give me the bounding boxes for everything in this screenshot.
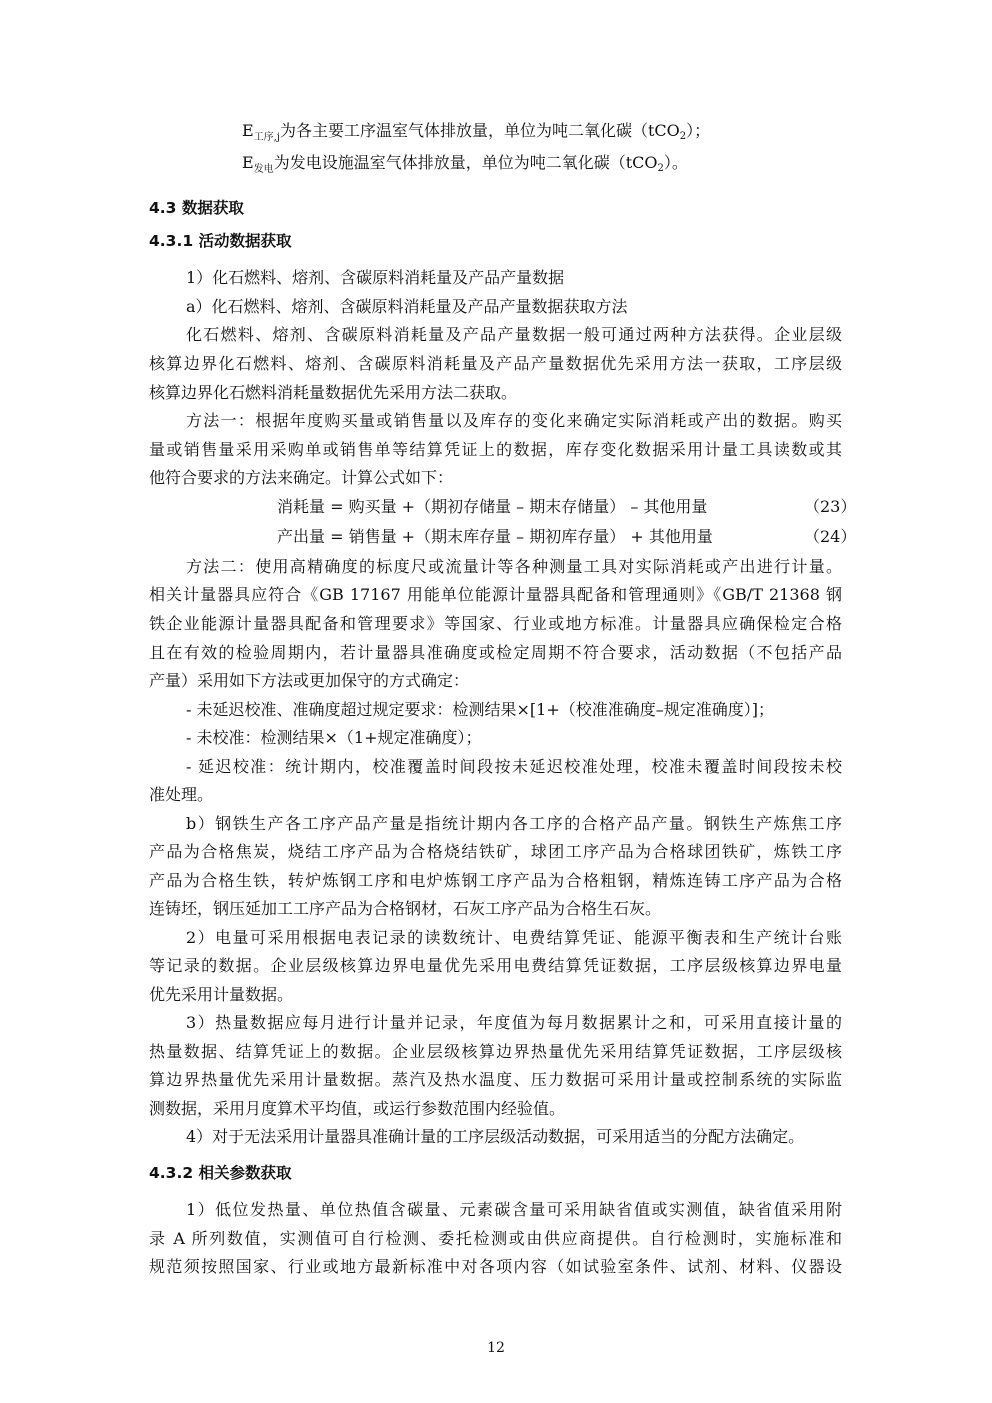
equation-number-23: （23） [804,497,857,516]
paragraph-2-line: 优先采用计量数据。 [149,985,294,1004]
method2-line: 方法二：使用高精确度的标度尺或流量计等各种测量工具对实际消耗或产出进行计量。 [186,557,842,576]
paragraph-1b-line: 产品为合格生铁，转炉炼钢工序和电炉炼钢工序产品为合格粗钢，精炼连铸工序产品为合格 [149,871,842,890]
paragraph-4: 4）对于无法采用计量器具准确计量的工序层级活动数据，可采用适当的分配方法确定。 [186,1127,805,1146]
paragraph-3-line: 测数据，采用月度算术平均值，或运行参数范围内经验值。 [149,1099,566,1118]
paragraph-2-line: 2）电量可采用根据电表记录的读数统计、电费结算凭证、能源平衡表和生产统计台账 [186,928,842,947]
bullet-item: - 延迟校准：统计期内，校准覆盖时间段按未延迟校准处理，校准未覆盖时间段按未校 [186,757,842,776]
bullet-item: - 未校准：检测结果×（1+规定准确度）； [186,728,482,747]
section-heading-4-3-2: 4.3.2 相关参数获取 [149,1164,292,1182]
paragraph-1b-line: 连铸坯，钢压延加工工序产品为合格钢材，石灰工序产品为合格生石灰。 [149,899,662,918]
paragraph-3-line: 3）热量数据应每月进行计量并记录，年度值为每月数据累计之和，可采用直接计量的 [186,1013,842,1032]
definition-e-process: $E_{工序,j}$为各主要工序温室气体排放量，单位为吨二氧化碳（tCO2）； [242,121,711,143]
page-number: 12 [487,1340,505,1356]
method2-line: 且在有效的检验周期内，若计量器具准确度或检定周期不符合要求，活动数据（不包括产品 [149,643,842,662]
bullet-item: 准处理。 [149,785,214,804]
paragraph-1b-line: 产品为合格焦炭，烧结工序产品为合格烧结铁矿，球团工序产品为合格球团铁矿，炼铁工序 [149,842,842,861]
param-paragraph-line: 规范须按照国家、行业或地方最新标准中对各项内容（如试验室条件、试剂、材料、仪器设 [149,1257,842,1276]
section-heading-4-3-1: 4.3.1 活动数据获取 [149,232,292,250]
bullet-item: - 未延迟校准、准确度超过规定要求：检测结果×[1+（校准准确度–规定准确度）]； [186,700,774,719]
intro-line: 核算边界化石燃料、熔剂、含碳原料消耗量及产品产量数据优先采用方法一获取，工序层级 [149,354,842,373]
method1-line: 量或销售量采用采购单或销售单等结算凭证上的数据，库存变化数据采用计量工具读数或其 [149,440,842,459]
paragraph-1a-title: a）化石燃料、熔剂、含碳原料消耗量及产品产量数据获取方法 [186,297,628,316]
method2-line: 相关计量器具应符合《GB 17167 用能单位能源计量器具配备和管理通则》《GB/T 21368 钢 [149,585,842,604]
section-heading-4-3: 4.3 数据获取 [149,199,244,217]
formula-24: 产出量 = 销售量 +（期末库存量 – 期初库存量） + 其他用量 [277,527,713,546]
param-paragraph-line: 录 A 所列数值，实测值可自行检测、委托检测或由供应商提供。自行检测时，实施标准和 [149,1229,842,1248]
intro-line: 化石燃料、熔剂、含碳原料消耗量及产品产量数据一般可通过两种方法获得。企业层级 [186,325,842,344]
paragraph-3-line: 热量数据、结算凭证上的数据。企业层级核算边界热量优先采用结算凭证数据，工序层级核 [149,1042,842,1061]
intro-line: 核算边界化石燃料消耗量数据优先采用方法二获取。 [149,383,518,402]
method2-line: 铁企业能源计量器具配备和管理要求》等国家、行业或地方标准。计量器具应确保检定合格 [149,614,842,633]
paragraph-1-title: 1）化石燃料、熔剂、含碳原料消耗量及产品产量数据 [186,268,565,287]
definition-e-power: $E_{发电}$为发电设施温室气体排放量，单位为吨二氧化碳（tCO2）。 [242,153,688,175]
param-paragraph-line: 1）低位发热量、单位热值含碳量、元素碳含量可采用缺省值或实测值，缺省值采用附 [186,1200,842,1219]
equation-number-24: （24） [804,527,857,546]
method1-line: 方法一：根据年度购买量或销售量以及库存的变化来确定实际消耗或产出的数据。购买 [186,411,842,430]
paragraph-1b-line: b）钢铁生产各工序产品产量是指统计期内各工序的合格产品产量。钢铁生产炼焦工序 [186,814,842,833]
paragraph-2-line: 等记录的数据。企业层级核算边界电量优先采用电费结算凭证数据，工序层级核算边界电量 [149,956,842,975]
paragraph-3-line: 算边界热量优先采用计量数据。蒸汽及热水温度、压力数据可采用计量或控制系统的实际监 [149,1070,842,1089]
method2-line: 产量）采用如下方法或更加保守的方式确定： [149,671,470,690]
formula-23: 消耗量 = 购买量 +（期初存储量 – 期末存储量） – 其他用量 [277,497,708,516]
method1-line: 他符合要求的方法来确定。计算公式如下： [149,468,454,487]
